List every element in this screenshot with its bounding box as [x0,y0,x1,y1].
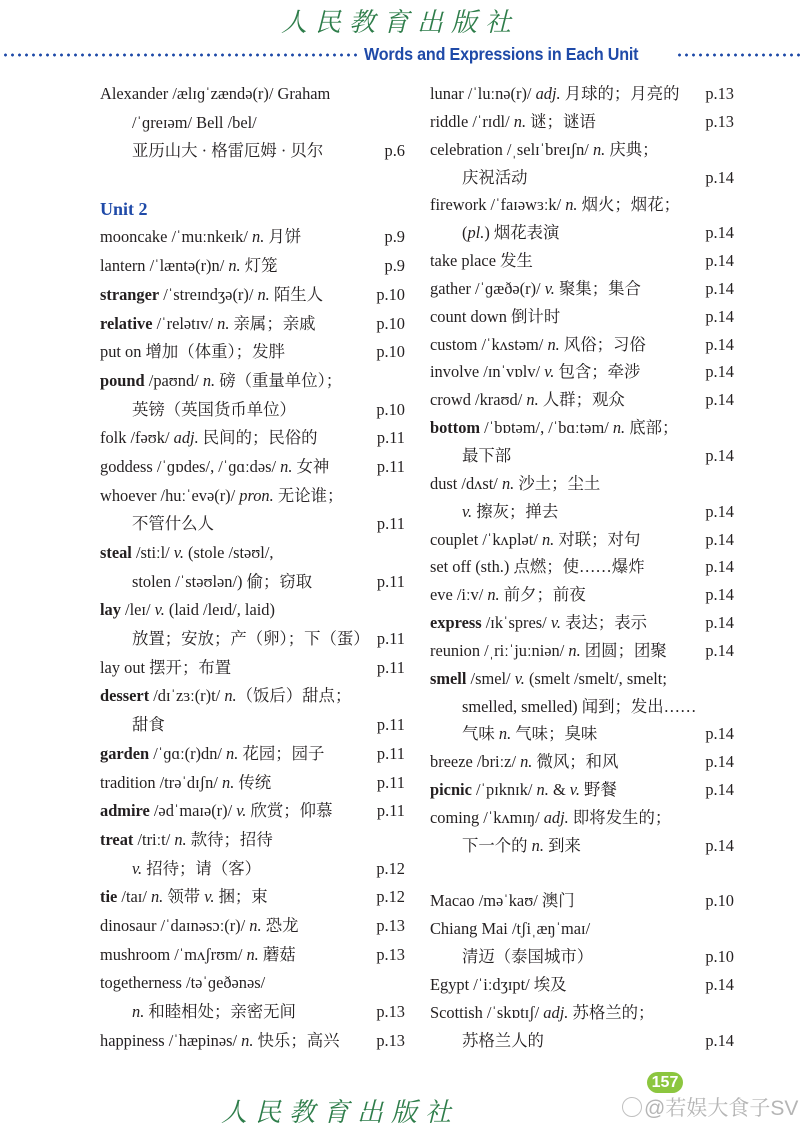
entry-text: lay out 摆开；布置 [100,657,232,677]
glossary-line [100,424,405,453]
part-of-speech: n. [531,835,544,855]
glossary-line [430,804,734,832]
glossary-line [430,665,734,693]
page-reference: p.14 [705,613,734,633]
part-of-speech: pl. [467,223,485,243]
entry-text: /ˈbɒtəm/, /ˈbɑːtəm/ [480,418,613,438]
publisher-logo: 人民教育出版社 [280,8,519,38]
paw-icon [622,1097,642,1117]
headword: tie [100,887,118,907]
entry-text: Scottish /ˈskɒtɪʃ/ [430,1002,544,1022]
page-reference: p.14 [705,278,734,298]
glossary-line [430,776,734,804]
entry-text: 甜食 [132,715,165,735]
part-of-speech: n. [174,829,187,849]
page-reference: p.11 [376,657,405,677]
entry-text: 到来 [543,835,581,855]
page-reference: p.10 [376,284,405,304]
entry-text: 聚集；集合 [554,278,641,298]
page-reference: p.14 [705,445,734,465]
glossary-line [100,797,405,826]
entry-text: celebration /ˌselɪˈbreɪʃn/ [430,139,593,159]
entry-text: 陌生人 [269,284,324,304]
headword: express [430,613,482,633]
entry-text: 和睦相处；亲密无间 [144,1002,296,1021]
part-of-speech: n. [132,1002,145,1021]
entry-text: /leɪ/ [120,600,155,620]
glossary-line [430,275,734,303]
glossary-line [100,1027,405,1056]
glossary-line [100,654,405,683]
part-of-speech: adj. [535,84,561,103]
entry-text: lunar /ˈluːnə(r)/ [430,84,536,103]
publisher-logo-footer: 人民教育出版社 [220,1098,459,1128]
glossary-line [100,998,405,1027]
entry-text: 亲属；亲戚 [229,313,316,333]
watermark [622,1092,798,1122]
glossary-line [100,883,405,912]
part-of-speech: v. [550,613,561,633]
part-of-speech: n. [541,529,555,549]
glossary-line [100,711,405,740]
page-reference: p.14 [705,835,734,855]
entry-text: /triːt/ [133,829,175,849]
glossary-line [430,887,734,915]
entry-text: mooncake /ˈmuːnkeɪk/ [100,227,253,247]
page-reference: p.13 [705,111,734,131]
entry-text: Egypt /ˈiːdʒɪpt/ 埃及 [430,975,567,994]
page-reference: p.10 [705,891,734,911]
entry-text: folk /fəʊk/ [100,428,174,448]
part-of-speech: adj. [543,1002,569,1022]
headword: steal [100,543,132,562]
entry-text: 招待；请（客） [142,858,261,878]
page-reference: p.14 [705,334,734,354]
entry-text: goddess /ˈɡɒdes/, /ˈɡɑːdəs/ [100,456,281,476]
entry-text: 下一个的 [462,835,532,855]
glossary-line [430,720,734,748]
glossary-line [100,539,405,568]
entry-text: 放置；安放；产（卵）；下（蛋） [132,629,370,649]
part-of-speech: v. [544,362,555,382]
glossary-line [100,568,405,597]
glossary-line [100,137,405,166]
part-of-speech: v. [569,780,580,800]
part-of-speech: n. [612,418,626,438]
glossary-line [100,338,405,367]
part-of-speech: n. [228,256,241,276]
entry-text: set off (sth.) 点燃；使……爆炸 [430,557,645,577]
glossary-line [430,553,734,581]
glossary-line [100,855,405,884]
part-of-speech: n. [280,456,293,476]
page-reference: p.10 [376,342,405,362]
entry-text: /ɪkˈspres/ [481,613,551,633]
entry-text: 包含；牵涉 [554,362,641,382]
part-of-speech: v. [462,501,473,521]
entry-text: & [548,780,570,800]
entry-text: eve /iːv/ [430,585,488,605]
part-of-speech: n. [520,752,533,772]
part-of-speech: n. [487,585,500,605]
glossary-line [430,971,734,999]
glossary-line [100,740,405,769]
glossary-line [430,303,734,331]
entry-text: 亚历山大 · 格雷厄姆 · 贝尔 [132,141,324,161]
entry-text: 气味；臭味 [511,724,598,744]
page-reference: p.14 [705,975,734,994]
page-reference: p.10 [376,313,405,333]
part-of-speech: n. [150,887,164,907]
entry-text: Macao /məˈkaʊ/ 澳门 [430,891,575,911]
glossary-line [430,386,734,414]
entry-text: 最下部 [462,445,512,465]
page-reference: p.10 [705,947,734,967]
page-reference: p.11 [376,514,405,534]
part-of-speech: n. [501,473,515,493]
entry-text: 对联；对句 [554,529,641,549]
entry-text: /smel/ [466,668,515,688]
page-reference: p.14 [705,529,734,549]
glossary-line [430,581,734,609]
watermark-text: @若娱大食子SV [644,1097,799,1120]
page-reference: p.13 [705,84,734,103]
page-reference: p.9 [384,256,405,276]
headword: bottom [430,418,481,438]
part-of-speech: v. [154,600,165,620]
page-reference: p.11 [376,772,405,792]
entry-text: tradition /trəˈdɪʃn/ [100,772,222,792]
part-of-speech: n. [224,686,237,706]
entry-text: 灯笼 [240,256,278,276]
entry-text: 即将发生的； [568,807,672,827]
entry-text: Alexander /ælɪɡˈzændə(r)/ Graham [100,84,331,103]
part-of-speech: v. [236,801,247,821]
glossary-line [430,80,734,108]
glossary-line [430,136,734,164]
part-of-speech: n. [565,195,578,215]
entry-text: happiness /ˈhæpinəs/ [100,1030,242,1050]
entry-text: 不管什么人 [132,514,214,534]
entry-text: /ədˈmaɪə(r)/ [149,801,237,821]
glossary-line [430,358,734,386]
entry-text: 月饼 [264,227,302,247]
entry-text: ( [462,223,468,243]
part-of-speech: pron. [239,485,274,505]
part-of-speech: v. [204,887,215,907]
entry-text: 快乐；高兴 [253,1030,340,1050]
headword: admire [100,801,150,821]
part-of-speech: n. [249,915,262,935]
glossary-line [100,482,405,511]
entry-text: 花园；园子 [238,743,325,763]
entry-text: 女神 [292,456,330,476]
part-of-speech: adj. [543,807,569,827]
entry-text: 民间的；民俗的 [198,428,318,448]
section-title: Words and Expressions in Each Unit [364,44,639,64]
page-reference: p.12 [376,858,405,878]
entry-text: 磅（重量单位）； [215,370,343,390]
entry-text: 谜；谜语 [526,111,596,131]
glossary-line [430,526,734,554]
entry-text: 恐龙 [261,915,299,935]
entry-text: count down 倒计时 [430,306,561,326]
entry-text: 款待；招待 [186,829,273,849]
entry-text: 蘑菇 [258,944,296,964]
glossary-line [430,470,734,498]
entry-text: 团圆；团聚 [580,640,667,660]
entry-text: crowd /kraʊd/ [430,390,527,410]
entry-text: dinosaur /ˈdaɪnəsɔː(r)/ [100,915,250,935]
page-reference: p.14 [705,362,734,382]
entry-text: lantern /ˈlæntə(r)n/ [100,256,229,276]
glossary-line [100,941,405,970]
entry-text: 沙土；尘土 [514,473,601,493]
entry-text: put on 增加（体重）；发胖 [100,342,285,362]
part-of-speech: n. [513,111,527,131]
page-reference: p.10 [376,399,405,419]
entry-text: 微风；和风 [532,752,619,772]
page-reference: p.11 [376,743,405,763]
entry-text: (laid /leɪd/, laid) [164,600,275,620]
page-reference: p.9 [384,227,405,247]
entry-text: /taɪ/ [117,887,151,907]
spacer [100,166,405,195]
entry-text: 月球的；月亮的 [560,84,680,103]
entry-text: couplet /ˈkʌplət/ [430,529,542,549]
page-reference: p.13 [376,944,405,964]
entry-text: 人群；观众 [538,390,625,410]
entry-text: 清迈（泰国城市） [462,947,594,967]
glossary-line [100,80,405,109]
glossary-line [430,108,734,136]
glossary-line [430,442,734,470]
part-of-speech: n. [226,743,239,763]
part-of-speech: n. [498,724,512,744]
entry-text: /dɪˈzɜː(r)t/ [149,686,225,706]
entry-text: (stole /stəʊl/, [183,543,274,562]
part-of-speech: n. [568,640,581,660]
page-reference: p.11 [376,571,405,591]
entry-text: riddle /ˈrɪdl/ [430,111,514,131]
part-of-speech: n. [252,227,265,247]
entry-text: /ˈstreɪndʒə(r)/ [159,284,258,304]
page-reference: p.13 [376,1030,405,1050]
entry-text: stolen /ˈstəʊlən/) 偷；窃取 [132,571,313,591]
part-of-speech: n. [241,1030,254,1050]
entry-text: firework /ˈfaɪəwɜːk/ [430,195,566,215]
entry-text: togetherness /təˈɡeðənəs/ [100,973,266,993]
glossary-line [100,453,405,482]
page-reference: p.14 [705,390,734,410]
page-reference: p.11 [376,428,405,448]
entry-text: 领带 [163,887,205,907]
entry-text: 擦灰；掸去 [472,501,559,521]
part-of-speech: n. [202,370,216,390]
page-reference: p.11 [376,629,405,649]
part-of-speech: n. [536,780,549,800]
glossary-line [100,826,405,855]
headword: stranger [100,284,160,304]
glossary-line [100,969,405,998]
entry-text: gather /ˈɡæðə(r)/ [430,278,545,298]
entry-text: reunion /ˌriːˈjuːniən/ [430,640,569,660]
entry-text: /stiːl/ [131,543,174,562]
entry-text: 气味 [462,724,499,744]
page-reference: p.13 [376,1002,405,1021]
section-header [0,42,800,68]
glossary-line [100,367,405,396]
headword: garden [100,743,150,763]
entry-text: ) 烟花表演 [484,223,560,243]
unit-title: Unit 2 [100,198,148,219]
glossary-line [430,1027,734,1055]
page-reference: p.14 [705,223,734,243]
entry-text: /ˈɡreɪəm/ Bell /bel/ [132,112,257,132]
entry-text: take place 发生 [430,251,533,271]
entry-text: Chiang Mai /tʃiˌæŋˈmaɪ/ [430,919,591,939]
entry-text: 欣赏；仰慕 [246,801,333,821]
entry-text: coming /ˈkʌmɪŋ/ [430,807,544,827]
page-reference: p.11 [376,456,405,476]
part-of-speech: n. [592,139,606,159]
glossary-line [430,219,734,247]
page-reference: p.6 [384,141,405,161]
dotted-rule [676,53,800,57]
glossary-line [100,223,405,252]
entry-text: 表达；表示 [560,613,648,633]
glossary-line [430,943,734,971]
page-reference: p.14 [705,1030,734,1050]
entry-text: 英镑（英国货币单位） [132,399,296,419]
headword: lay [100,600,121,620]
page-reference: p.14 [705,167,734,187]
entry-text: 苏格兰的； [568,1002,655,1022]
entry-text: smelled, smelled) 闻到；发出…… [462,696,697,716]
entry-text: whoever /huːˈevə(r)/ [100,485,240,505]
entry-text: mushroom /ˈmʌʃrʊm/ [100,944,247,964]
entry-text: /ˈɡɑː(r)dn/ [149,743,227,763]
entry-text: 捆；束 [214,887,268,907]
headword: dessert [100,686,150,706]
entry-text: /ˈrelətɪv/ [152,313,218,333]
entry-text: breeze /briːz/ [430,752,521,772]
part-of-speech: n. [222,772,235,792]
entry-text: 前夕；前夜 [499,585,586,605]
glossary-line [100,396,405,425]
headword: pound [100,370,145,390]
entry-text: 传统 [234,772,272,792]
glossary-line [100,281,405,310]
page-reference: p.12 [376,887,405,907]
entry-text: 野餐 [579,780,617,800]
page-reference: p.14 [705,251,734,271]
part-of-speech: n. [217,313,230,333]
part-of-speech: n. [246,944,259,964]
entry-text: 底部； [625,418,679,438]
part-of-speech: n. [547,334,560,354]
page-reference: p.14 [705,501,734,521]
glossary-line [430,164,734,192]
dotted-rule [2,53,358,57]
page-reference: p.14 [705,780,734,800]
glossary-line [430,414,734,442]
glossary-line [430,748,734,776]
glossary-column-right [430,80,734,1055]
entry-text: /paʊnd/ [144,370,203,390]
glossary-line [100,109,405,138]
glossary-line [430,637,734,665]
headword: relative [100,313,153,333]
unit-heading [100,195,405,224]
entry-text: involve /ɪnˈvɒlv/ [430,362,545,382]
headword: picnic [430,780,472,800]
entry-text: /ˈpɪknɪk/ [471,780,537,800]
glossary-line [430,609,734,637]
glossary-line [100,252,405,281]
entry-text: 无论谁； [273,485,344,505]
glossary-line [100,625,405,654]
glossary-line [100,682,405,711]
headword: smell [430,668,467,688]
entry-text: 烟火；烟花； [577,195,680,215]
page-reference: p.14 [705,752,734,772]
glossary-line [100,912,405,941]
glossary-line [100,596,405,625]
part-of-speech: v. [173,543,184,562]
headword: treat [100,829,134,849]
glossary-line [430,191,734,219]
page-reference: p.14 [705,557,734,577]
glossary-line [430,498,734,526]
page-reference: p.13 [376,915,405,935]
glossary-line [100,310,405,339]
page-reference: p.11 [376,715,405,735]
page-reference: p.14 [705,585,734,605]
entry-text: dust /dʌst/ [430,473,502,493]
entry-text: custom /ˈkʌstəm/ [430,334,548,354]
part-of-speech: adj. [173,428,199,448]
entry-text: 风俗；习俗 [559,334,646,354]
glossary-line [430,832,734,860]
glossary-line [430,999,734,1027]
entry-text: (smelt /smelt/, smelt; [524,668,667,688]
page-number-badge: 157 [647,1072,683,1093]
entry-text: 庆典； [605,139,659,159]
glossary-line [430,915,734,943]
part-of-speech: v. [132,858,143,878]
part-of-speech: v. [514,668,525,688]
part-of-speech: v. [544,278,555,298]
page-reference: p.11 [376,801,405,821]
part-of-speech: n. [257,284,270,304]
page-reference: p.14 [705,640,734,660]
glossary-line [430,331,734,359]
glossary-line [100,510,405,539]
page-reference: p.14 [705,306,734,326]
glossary-line [100,769,405,798]
glossary-line [430,247,734,275]
part-of-speech: n. [526,390,539,410]
entry-text: （饭后）甜点； [236,686,352,706]
glossary-column-left [100,80,405,1055]
glossary-line [430,693,734,721]
page-reference: p.14 [705,724,734,744]
spacer [430,860,734,888]
entry-text: 庆祝活动 [462,167,528,187]
entry-text: 苏格兰人的 [462,1030,544,1050]
